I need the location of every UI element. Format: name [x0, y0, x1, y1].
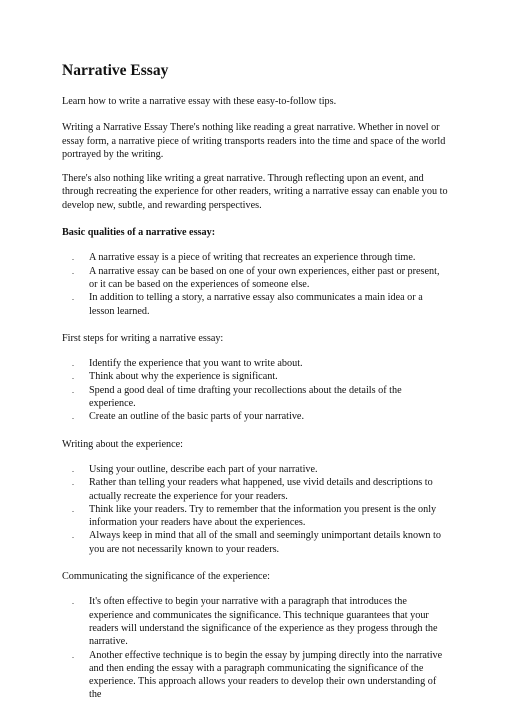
significance-list — [62, 595, 448, 701]
list-item-text: Rather than telling your readers what happened, use vivid details and descriptions to actually recreate the experience for your readers. — [89, 477, 433, 502]
list-item — [62, 476, 448, 503]
bullet-marker: . — [72, 253, 74, 263]
writing-list — [62, 463, 448, 556]
bullet-marker: . — [72, 464, 74, 474]
bullet-marker: . — [72, 650, 74, 660]
list-item — [62, 357, 448, 370]
bullet-marker: . — [72, 478, 74, 488]
section-heading-significance: Communicating the significance of the experience: — [62, 571, 270, 583]
qualities-list — [62, 251, 448, 317]
bullet-marker: . — [72, 372, 74, 382]
body-paragraph-1: Writing a Narrative Essay There's nothing like reading a great narrative. Whether in novel or essay form, a narrative piece of writing transports readers into the time and space of the world portrayed by the writing. — [62, 122, 446, 160]
list-item — [62, 384, 448, 411]
list-item-text: Create an outline of the basic parts of your narrative. — [89, 411, 304, 423]
list-item — [62, 503, 448, 530]
list-item — [62, 251, 448, 264]
list-item-text: It's often effective to begin your narrative with a paragraph that introduces the experience and communicates the significance. This technique guarantees that your readers will understand the significance of the experience as they progess through the narrative. — [89, 596, 438, 648]
list-item — [62, 410, 448, 423]
list-item — [62, 291, 448, 318]
list-item-text: A narrative essay can be based on one of your own experiences, either past or present, or it can be based on the experiences of someone else. — [89, 265, 440, 290]
list-item-text: Think like your readers. Try to remember that the information you present is the only information your readers have about the experiences. — [89, 503, 437, 529]
list-item — [62, 463, 448, 476]
section-heading-writing: Writing about the experience: — [62, 438, 183, 450]
intro-paragraph: Learn how to write a narrative essay with these easy-to-follow tips. — [62, 96, 337, 107]
body-paragraph-2: There's also nothing like writing a great narrative. Through reflecting upon an event, and through recreating the experience for other readers, writing a narrative essay can enable you to develop new, subtle, and rewarding perspectives. — [62, 173, 448, 211]
list-item — [62, 595, 448, 648]
list-item — [62, 265, 448, 292]
list-item-text: Always keep in mind that all of the small and seemingly unimportant details known to you are not necessarily known to your readers. — [89, 530, 441, 555]
list-item-text: A narrative essay is a piece of writing that recreates an experience through time. — [89, 252, 416, 264]
list-item — [62, 649, 448, 702]
bullet-marker: . — [72, 597, 74, 607]
list-item-text: Think about why the experience is significant. — [89, 371, 278, 383]
list-item-text: Another effective technique is to begin the essay by jumping directly into the narrative and then ending the essay with a paragraph communicating the significance of the experience. This approach allows your readers to develop their own understanding of the — [89, 649, 443, 701]
bullet-marker: . — [72, 266, 74, 276]
list-item-text: Identify the experience that you want to write about. — [89, 358, 303, 370]
list-item — [62, 529, 448, 556]
first-steps-list — [62, 357, 448, 423]
bullet-marker: . — [72, 412, 74, 422]
bullet-marker: . — [72, 504, 74, 514]
section-heading-qualities: Basic qualities of a narrative essay: — [62, 227, 216, 239]
bullet-marker: . — [72, 531, 74, 541]
list-item-text: Spend a good deal of time drafting your recollections about the details of the experience. — [89, 384, 402, 410]
list-item — [62, 370, 448, 383]
document-title: Narrative Essay — [62, 62, 169, 79]
bullet-marker: . — [72, 385, 74, 395]
section-heading-first-steps: First steps for writing a narrative essay: — [62, 332, 224, 344]
bullet-marker: . — [72, 359, 74, 369]
list-item-text: In addition to telling a story, a narrative essay also communicates a main idea or a lesson learned. — [89, 292, 423, 317]
bullet-marker: . — [72, 293, 74, 303]
list-item-text: Using your outline, describe each part of your narrative. — [89, 463, 318, 475]
